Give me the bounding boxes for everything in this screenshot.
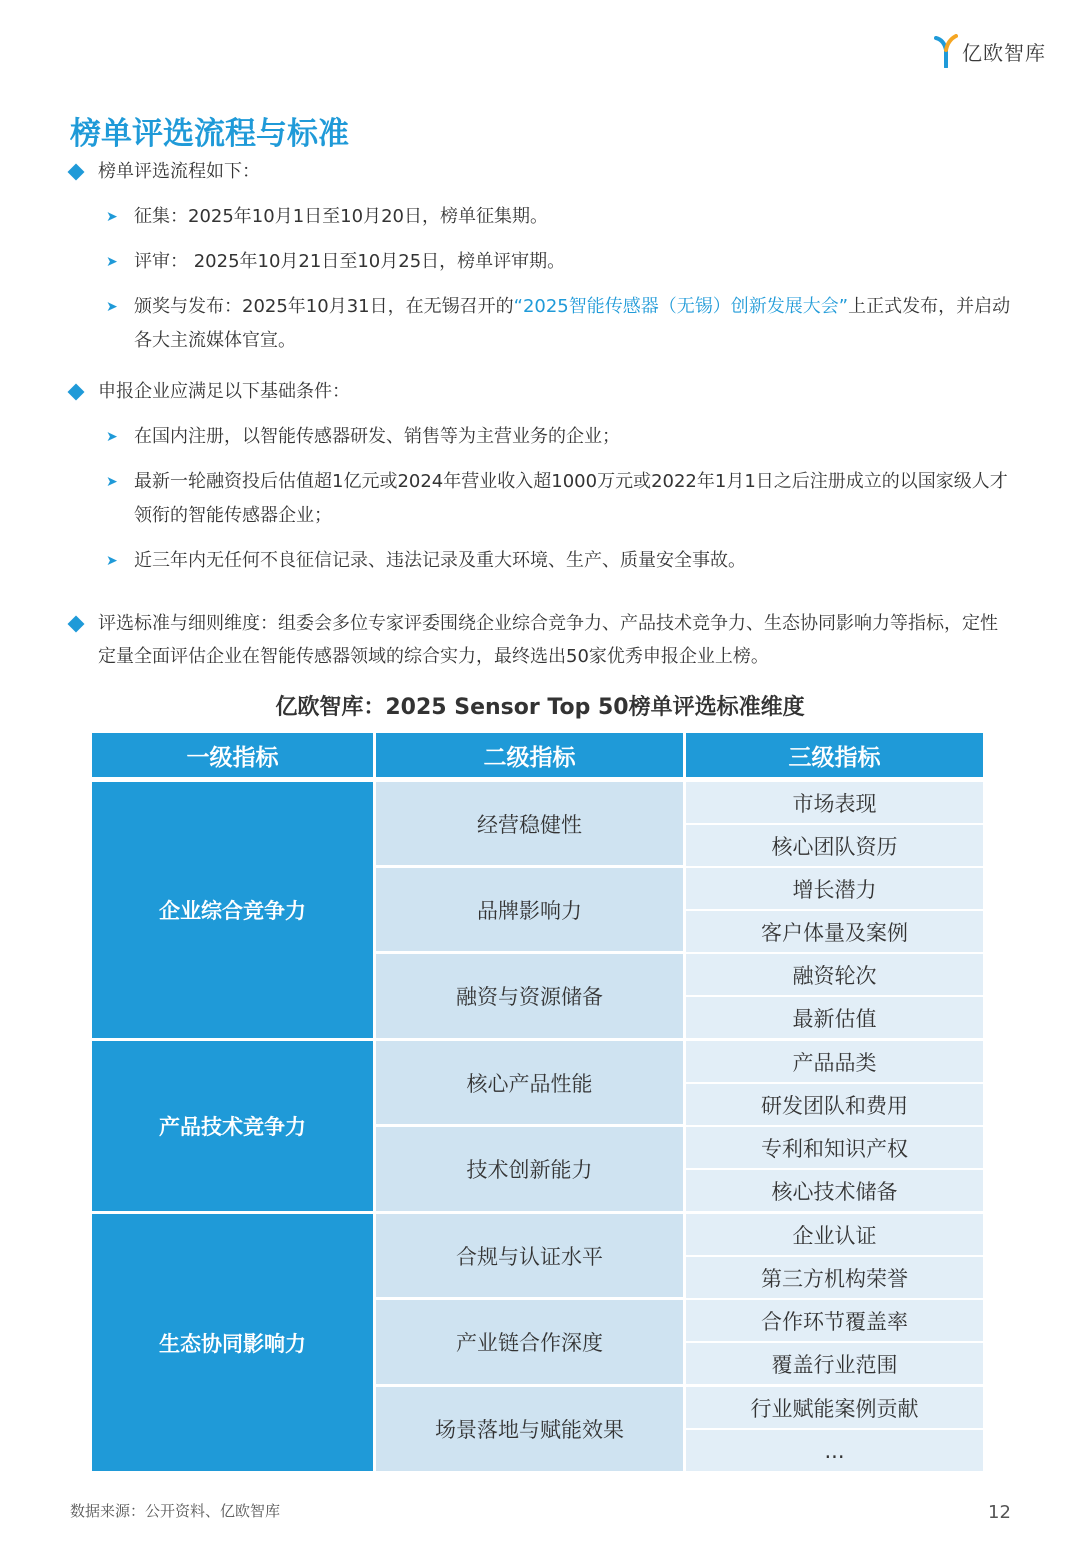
level1-cell: 生态协同影响力 (92, 1214, 373, 1471)
process-heading-text: 榜单评选流程如下： (98, 161, 260, 182)
page-title: 榜单评选流程与标准 (70, 116, 349, 152)
table-title: 亿欧智库：2025 Sensor Top 50榜单评选标准维度 (275, 695, 805, 720)
award-text-suffix: 上正式发布，并启动各大主流媒体官宣。 (134, 296, 1011, 351)
arrow-bullet-icon: ➤ (106, 209, 118, 225)
arrow-bullet-icon: ➤ (106, 474, 118, 490)
criteria-table (92, 733, 983, 1471)
conference-name-highlight: “2025智能传感器（无锡）创新发展大会” (513, 296, 849, 317)
level3-cell: 客户体量及案例 (686, 911, 983, 952)
table-header-level2: 二级指标 (376, 733, 683, 777)
logo-mark-icon (934, 34, 958, 68)
condition-item-text: 最新一轮融资投后估值超1亿元或2024年营业收入超1000万元或2022年1月1日之后注册成立的以国家级人才领衔的智能传感器企业； (134, 471, 1008, 526)
level3-cell: 合作环节覆盖率 (686, 1300, 983, 1341)
level2-cell: 技术创新能力 (376, 1127, 683, 1211)
condition-item (106, 544, 1011, 578)
arrow-bullet-icon: ➤ (106, 299, 118, 315)
condition-item-text: 在国内注册，以智能传感器研发、销售等为主营业务的企业； (134, 426, 620, 447)
level3-cell: 市场表现 (686, 782, 983, 823)
level3-cell: 核心技术储备 (686, 1170, 983, 1211)
condition-item-text: 近三年内无任何不良征信记录、违法记录及重大环境、生产、质量安全事故。 (134, 550, 746, 571)
process-section-heading (70, 155, 1015, 188)
arrow-bullet-icon: ➤ (106, 553, 118, 569)
conditions-section-heading (70, 375, 1015, 408)
level3-cell: 第三方机构荣誉 (686, 1257, 983, 1298)
level3-cell: 最新估值 (686, 997, 983, 1038)
process-item-text: 征集：2025年10月1日至10月20日，榜单征集期。 (134, 206, 548, 227)
logo (934, 34, 1046, 68)
criteria-section (70, 607, 1015, 673)
criteria-text: 评选标准与细则维度：组委会多位专家评委围绕企业综合竞争力、产品技术竞争力、生态协同影响力等指标，定性定量全面评估企业在智能传感器领域的综合实力，最终选出50家优秀申报企业上榜。 (98, 613, 998, 667)
process-item (106, 290, 1011, 358)
level3-cell: 专利和知识产权 (686, 1127, 983, 1168)
condition-item (106, 420, 1011, 454)
level2-cell: 品牌影响力 (376, 868, 683, 951)
level3-cell: ... (686, 1430, 983, 1471)
award-text-prefix: 颁奖与发布：2025年10月31日，在无锡召开的 (134, 296, 514, 317)
process-item-text (106, 290, 1011, 358)
table-header-level3: 三级指标 (686, 733, 983, 777)
level3-cell: 研发团队和费用 (686, 1084, 983, 1125)
level3-cell: 企业认证 (686, 1214, 983, 1255)
table-header-level1: 一级指标 (92, 733, 373, 777)
level1-cell: 产品技术竞争力 (92, 1041, 373, 1211)
level2-cell: 核心产品性能 (376, 1041, 683, 1124)
arrow-bullet-icon: ➤ (106, 429, 118, 445)
level3-cell: 核心团队资历 (686, 825, 983, 866)
level3-cell: 产品品类 (686, 1041, 983, 1082)
process-item (106, 200, 1011, 234)
level2-cell: 合规与认证水平 (376, 1214, 683, 1297)
level3-cell: 覆盖行业范围 (686, 1343, 983, 1384)
logo-text: 亿欧智库 (962, 40, 1046, 65)
level2-cell: 经营稳健性 (376, 782, 683, 865)
level3-cell: 增长潜力 (686, 868, 983, 909)
conditions-heading-text: 申报企业应满足以下基础条件： (98, 381, 350, 402)
process-item (106, 245, 1011, 279)
process-item-text: 评审： 2025年10月21日至10月25日，榜单评审期。 (134, 251, 566, 272)
level3-cell: 融资轮次 (686, 954, 983, 995)
level2-cell: 融资与资源储备 (376, 954, 683, 1038)
page-number: 12 (988, 1502, 1011, 1523)
arrow-bullet-icon: ➤ (106, 254, 118, 270)
level2-cell: 产业链合作深度 (376, 1300, 683, 1384)
data-source-note: 数据来源：公开资料、亿欧智库 (70, 1502, 281, 1520)
condition-item (106, 465, 1011, 533)
level1-cell: 企业综合竞争力 (92, 782, 373, 1038)
level2-cell: 场景落地与赋能效果 (376, 1387, 683, 1471)
level3-cell: 行业赋能案例贡献 (686, 1387, 983, 1428)
